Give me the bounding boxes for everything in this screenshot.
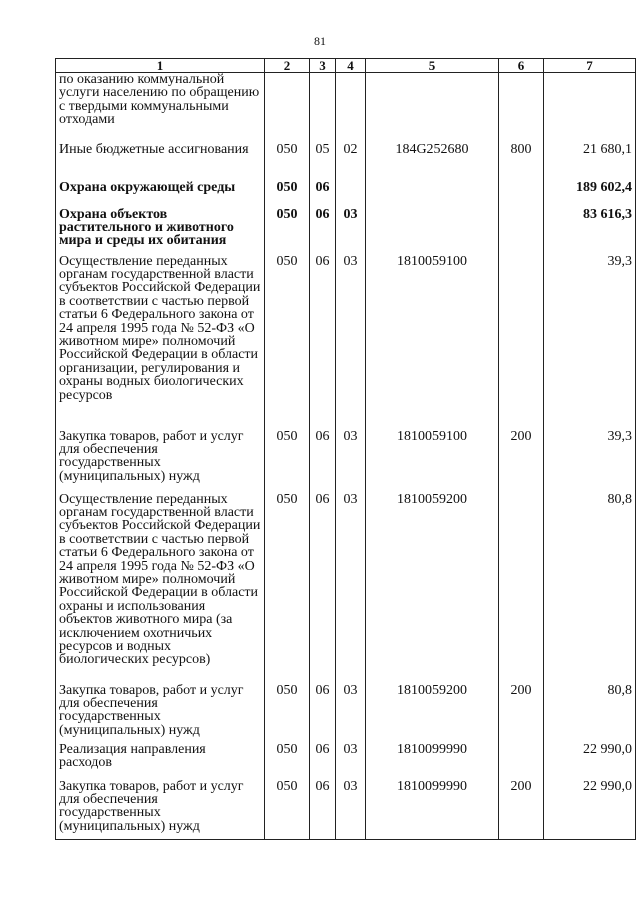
row-code-6 [499,255,544,430]
row-code-5 [366,181,499,208]
row-name: Охрана окружающей среды [56,181,265,208]
row-code-4: 03 [336,743,366,780]
row-name: Закупка товаров, работ и услуг для обеспечения государственных (муниципальных) нужд [56,430,265,493]
row-code-4 [336,73,366,143]
column-header-3: 3 [310,59,336,73]
column-header-4: 4 [336,59,366,73]
row-amount: 189 602,4 [544,181,636,208]
row-code-6 [499,73,544,143]
row-code-6: 200 [499,780,544,840]
row-name: Закупка товаров, работ и услуг для обеспечения государственных (муниципальных) нужд [56,684,265,743]
row-code-5: 1810099990 [366,743,499,780]
row-name: Закупка товаров, работ и услуг для обеспечения государственных (муниципальных) нужд [56,780,265,840]
row-code-6: 200 [499,684,544,743]
table-row [56,493,636,684]
row-code-5: 1810059200 [366,493,499,684]
row-code-4: 02 [336,143,366,181]
row-amount: 22 990,0 [544,743,636,780]
row-code-2: 050 [265,743,310,780]
row-amount: 39,3 [544,430,636,493]
column-header-2: 2 [265,59,310,73]
table-row [56,780,636,840]
row-code-4: 03 [336,255,366,430]
column-header-5: 5 [366,59,499,73]
row-name: по оказанию коммунальной услуги населению по обращению с твердыми коммунальными отходами [56,73,265,143]
row-code-2: 050 [265,208,310,255]
row-name: Охрана объектов растительного и животного мира и среды их обитания [56,208,265,255]
row-code-5: 1810059100 [366,430,499,493]
column-header-7: 7 [544,59,636,73]
row-amount: 21 680,1 [544,143,636,181]
row-code-6 [499,743,544,780]
row-code-5 [366,73,499,143]
row-code-5: 1810099990 [366,780,499,840]
row-code-2 [265,73,310,143]
table-header [56,59,636,73]
row-code-6: 200 [499,430,544,493]
budget-table [55,58,636,840]
row-code-6 [499,181,544,208]
row-code-4 [336,181,366,208]
row-code-4: 03 [336,780,366,840]
row-code-5: 1810059200 [366,684,499,743]
row-name: Осуществление переданных органам государственной власти субъектов Российской Федерации в соответствии с частью первой статьи 6 Федерального закона от 24 апреля 1995 года № 52-ФЗ «О животном мире» полномочий Российской Федерации в области организации, регулирования и охраны водных биологических ресурсов [56,255,265,430]
column-header-6: 6 [499,59,544,73]
row-code-6: 800 [499,143,544,181]
row-code-4: 03 [336,493,366,684]
table-row [56,73,636,143]
row-code-4: 03 [336,208,366,255]
row-code-2: 050 [265,430,310,493]
row-code-3: 06 [310,780,336,840]
row-amount: 83 616,3 [544,208,636,255]
row-name: Иные бюджетные ассигнования [56,143,265,181]
table-row [56,430,636,493]
table-row [56,181,636,208]
row-amount: 80,8 [544,493,636,684]
column-header-1: 1 [56,59,265,73]
row-code-2: 050 [265,684,310,743]
table-body [56,73,636,840]
table-row [56,743,636,780]
header-row [56,59,636,73]
row-code-3: 06 [310,208,336,255]
row-code-5: 184G252680 [366,143,499,181]
row-code-5 [366,208,499,255]
row-code-2: 050 [265,780,310,840]
row-code-5: 1810059100 [366,255,499,430]
row-code-3: 06 [310,181,336,208]
row-code-3: 06 [310,684,336,743]
page-number: 81 [314,34,326,48]
row-code-3: 06 [310,743,336,780]
row-amount: 80,8 [544,684,636,743]
table-row [56,208,636,255]
row-code-6 [499,208,544,255]
row-amount: 22 990,0 [544,780,636,840]
row-name: Осуществление переданных органам государственной власти субъектов Российской Федерации в соответствии с частью первой статьи 6 Федерального закона от 24 апреля 1995 года № 52-ФЗ «О животном мире» полномочий Российской Федерации в области охраны и использования объектов животного мира (за исключением охотничьих ресурсов и водных биологических ресурсов) [56,493,265,684]
row-code-2: 050 [265,493,310,684]
row-code-6 [499,493,544,684]
table-row [56,143,636,181]
row-code-2: 050 [265,255,310,430]
row-code-2: 050 [265,143,310,181]
row-code-4: 03 [336,684,366,743]
row-amount [544,73,636,143]
row-code-3: 06 [310,255,336,430]
row-code-4: 03 [336,430,366,493]
row-code-2: 050 [265,181,310,208]
row-code-3 [310,73,336,143]
row-code-3: 06 [310,430,336,493]
row-name: Реализация направления расходов [56,743,265,780]
table-row [56,684,636,743]
table-row [56,255,636,430]
row-amount: 39,3 [544,255,636,430]
row-code-3: 05 [310,143,336,181]
row-code-3: 06 [310,493,336,684]
